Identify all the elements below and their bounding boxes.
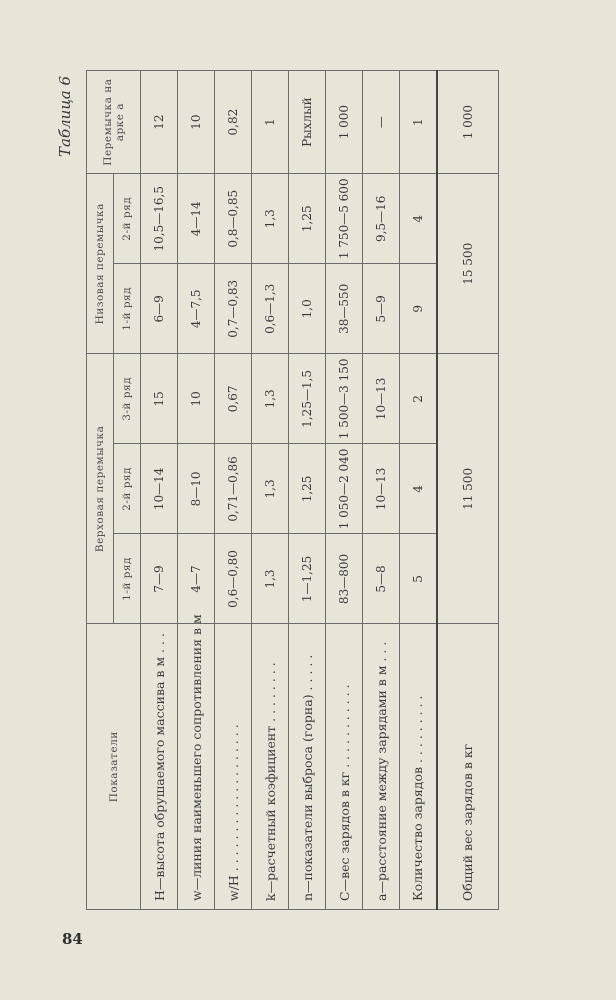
cell: 1 (400, 71, 437, 174)
cell: 1,0 (289, 264, 326, 354)
cell: 38—550 (326, 264, 363, 354)
cell: 5—9 (363, 264, 400, 354)
cell: 4—7,5 (178, 264, 215, 354)
cell: 10,5—16,5 (141, 174, 178, 264)
cell: 0,8—0,85 (215, 174, 252, 264)
cell: 9 (400, 264, 437, 354)
header-lower-row-1: 1-й ряд (114, 264, 141, 354)
cell: 5—8 (363, 534, 400, 624)
page-number: 84 (62, 930, 83, 948)
header-upper-row-2: 2-й ряд (114, 444, 141, 534)
cell: 4—7 (178, 534, 215, 624)
cell: 0,6—1,3 (252, 264, 289, 354)
cell: Рыхлый (289, 71, 326, 174)
cell: 4 (400, 174, 437, 264)
header-upper-row-1: 1-й ряд (114, 534, 141, 624)
cell: 1,3 (252, 444, 289, 534)
header-lower-row-2: 2-й ряд (114, 174, 141, 264)
cell: 0,6—0,80 (215, 534, 252, 624)
cell: 1,25—1,5 (289, 354, 326, 444)
cell: 0,82 (215, 71, 252, 174)
row-label: C—вес зарядов в кг . . . . . . . . . . . (326, 624, 363, 910)
cell: 1 (252, 71, 289, 174)
cell: 1,3 (252, 534, 289, 624)
cell: 0,67 (215, 354, 252, 444)
cell: — (363, 71, 400, 174)
cell: 10 (178, 71, 215, 174)
cell: 1,3 (252, 354, 289, 444)
cell: 6—9 (141, 264, 178, 354)
row-label: k—расчетный коэфициент . . . . . . . . (252, 624, 289, 910)
total-arch: 1 000 (437, 71, 499, 174)
table-total-row (437, 71, 499, 910)
table-row (326, 71, 363, 910)
cell: 1,25 (289, 444, 326, 534)
cell: 1,25 (289, 174, 326, 264)
cell: 10 (178, 354, 215, 444)
row-label: w/H . . . . . . . . . . . . . . . . . . . (215, 624, 252, 910)
cell: 10—14 (141, 444, 178, 534)
cell: 0,71—0,86 (215, 444, 252, 534)
cell: 0,7—0,83 (215, 264, 252, 354)
table-row (215, 71, 252, 910)
table-row (400, 71, 437, 910)
cell: 1,3 (252, 174, 289, 264)
cell: 9,5—16 (363, 174, 400, 264)
cell: 10—13 (363, 444, 400, 534)
cell: 1 000 (326, 71, 363, 174)
row-label: n—показатели выброса (горна) . . . . . (289, 624, 326, 910)
charges-table (86, 70, 499, 910)
row-label: w—линия наименьшего сопротивления в м (178, 624, 215, 910)
total-label: Общий вес зарядов в кг (437, 624, 499, 910)
header-lower-group: Низовая перемычка (87, 174, 114, 354)
table-row (363, 71, 400, 910)
header-indicator: Показатели (87, 624, 141, 910)
table-row (141, 71, 178, 910)
table-row (289, 71, 326, 910)
cell: 2 (400, 354, 437, 444)
row-label: a—расстояние между зарядами в м . . . (363, 624, 400, 910)
cell: 8—10 (178, 444, 215, 534)
table-caption: Таблица 6 (56, 75, 74, 157)
cell: 83—800 (326, 534, 363, 624)
cell: 7—9 (141, 534, 178, 624)
table-row (252, 71, 289, 910)
cell: 10—13 (363, 354, 400, 444)
cell: 12 (141, 71, 178, 174)
cell: 1 500—3 150 (326, 354, 363, 444)
cell: 5 (400, 534, 437, 624)
table-row (178, 71, 215, 910)
cell: 1—1,25 (289, 534, 326, 624)
row-label: H—высота обрушаемого массива в м . . . (141, 624, 178, 910)
header-upper-row-3: 3-й ряд (114, 354, 141, 444)
total-upper: 11 500 (437, 354, 499, 624)
cell: 1 750—5 600 (326, 174, 363, 264)
rotated-table-block (56, 70, 552, 910)
header-arch: Перемычка на арке а (87, 71, 141, 174)
cell: 15 (141, 354, 178, 444)
row-label: Количество зарядов . . . . . . . . . (400, 624, 437, 910)
cell: 4—14 (178, 174, 215, 264)
header-upper-group: Верховая перемычка (87, 354, 114, 624)
cell: 1 050—2 040 (326, 444, 363, 534)
cell: 4 (400, 444, 437, 534)
total-lower: 15 500 (437, 174, 499, 354)
